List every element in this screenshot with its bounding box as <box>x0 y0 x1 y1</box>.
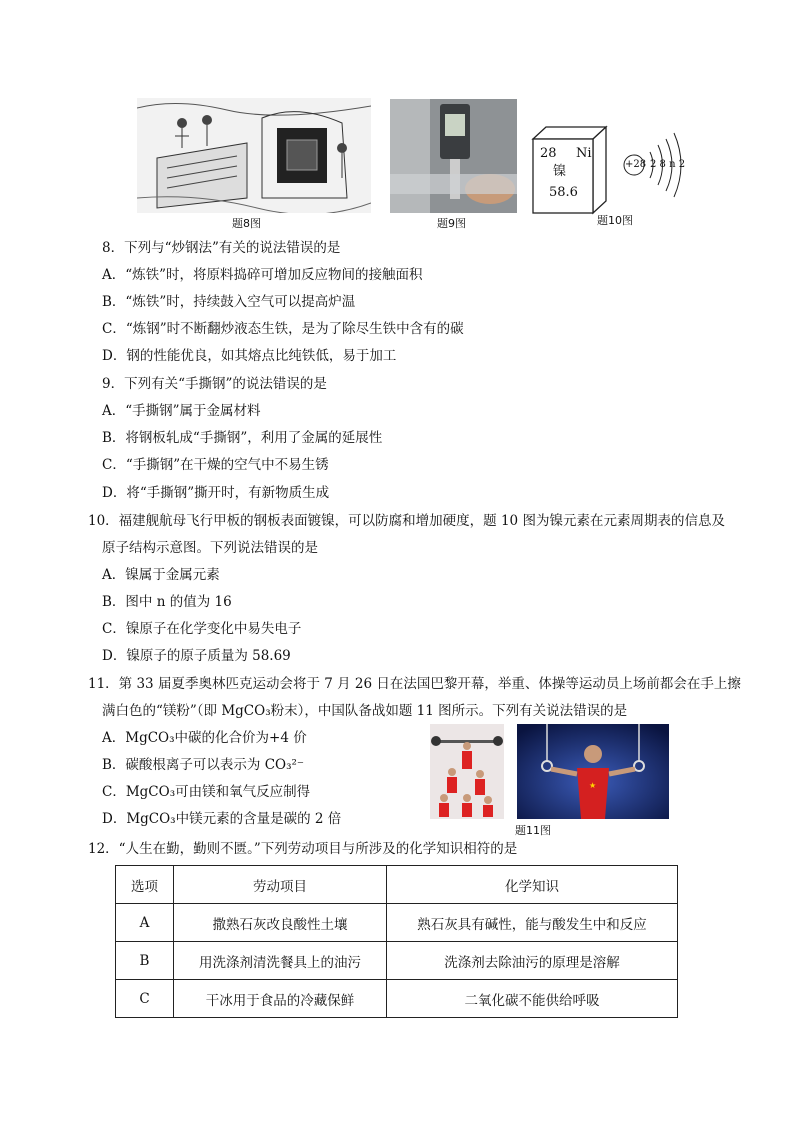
table-row <box>116 904 678 942</box>
q10-option-a: A．镍属于金属元素 <box>102 567 220 583</box>
q8-option-d: D．钢的性能优良，如其熔点比纯铁低，易于加工 <box>102 348 397 364</box>
fig10-caption: 题10图 <box>597 214 633 227</box>
fig8-caption: 题8图 <box>232 217 261 230</box>
q9-option-d: D．将“手撕钢”撕开时，有新物质生成 <box>102 485 330 501</box>
table-header: 劳动项目 <box>174 866 387 904</box>
atom-nucleus: +28 <box>625 159 647 170</box>
q9-stem: 9．下列有关“手撕钢”的说法错误的是 <box>102 376 327 392</box>
fig9-caption: 题9图 <box>437 217 466 230</box>
table-cell: B <box>116 942 174 980</box>
q10-option-b: B．图中 n 的值为 16 <box>102 594 232 610</box>
atom-shells: 2 8 n 2 <box>650 159 686 170</box>
weightlifting-team-photo <box>430 724 504 819</box>
table-cell: 二氧化碳不能供给呼吸 <box>387 980 678 1018</box>
table-cell: 用洗涤剂清洗餐具上的油污 <box>174 942 387 980</box>
q11-option-d: D．MgCO₃中镁元素的含量是碳的 2 倍 <box>102 811 342 827</box>
table-row <box>116 980 678 1018</box>
fig11-caption: 题11图 <box>515 824 551 837</box>
q10-option-d: D．镍原子的原子质量为 58.69 <box>102 648 291 664</box>
table-cell: 熟石灰具有碱性，能与酸发生中和反应 <box>387 904 678 942</box>
gymnast-rings-photo <box>517 724 669 819</box>
q12-stem: 12．“人生在勤，勤则不匮。”下列劳动项目与所涉及的化学知识相符的是 <box>88 841 518 857</box>
q11-stem-line2: 满白色的“镁粉”（即 MgCO₃粉末），中国队备战如题 11 图所示。下列有关说法错误的是 <box>102 703 628 719</box>
table-cell: 干冰用于食品的冷藏保鲜 <box>174 980 387 1018</box>
element-mass: 58.6 <box>549 185 578 200</box>
q10-option-c: C．镍原子在化学变化中易失电子 <box>102 621 302 637</box>
q11-stem-line1: 11．第 33 届夏季奥林匹克运动会将于 7 月 26 日在法国巴黎开幕，举重、体操等运动员上场前都会在手上擦 <box>88 676 741 692</box>
micrometer-photo <box>390 99 517 213</box>
q8-stem: 8．下列与“炒钢法”有关的说法错误的是 <box>102 240 341 256</box>
q8-option-c: C．“炼钢”时不断翻炒液态生铁，是为了除尽生铁中含有的碳 <box>102 321 464 337</box>
q11-option-c: C．MgCO₃可由镁和氧气反应制得 <box>102 784 311 800</box>
table-row <box>116 942 678 980</box>
q11-option-a: A．MgCO₃中碳的化合价为+4 价 <box>102 730 307 746</box>
q8-option-a: A．“炼铁”时，将原料捣碎可增加反应物间的接触面积 <box>102 267 423 283</box>
q9-option-c: C．“手撕钢”在干燥的空气中不易生锈 <box>102 457 329 473</box>
table-cell: 撒熟石灰改良酸性土壤 <box>174 904 387 942</box>
table-header-row <box>116 866 678 904</box>
element-name: 镍 <box>553 164 567 179</box>
q10-stem-line1: 10．福建舰航母飞行甲板的钢板表面镀镍，可以防腐和增加硬度，题 10 图为镍元素在元素周期表的信息及 <box>88 513 725 529</box>
labor-chemistry-table <box>115 865 678 1018</box>
q9-option-a: A．“手撕钢”属于金属材料 <box>102 403 261 419</box>
q11-option-b: B．碳酸根离子可以表示为 CO₃²⁻ <box>102 757 305 773</box>
table-cell: A <box>116 904 174 942</box>
woodcut-illustration <box>137 98 371 213</box>
q10-stem-line2: 原子结构示意图。下列说法错误的是 <box>102 540 318 556</box>
table-cell: 洗涤剂去除油污的原理是溶解 <box>387 942 678 980</box>
element-number: 28 <box>540 146 557 161</box>
table-header: 选项 <box>116 866 174 904</box>
element-symbol: Ni <box>576 146 592 161</box>
q8-option-b: B．“炼铁”时，持续鼓入空气可以提高炉温 <box>102 294 356 310</box>
table-cell: C <box>116 980 174 1018</box>
q9-option-b: B．将钢板轧成“手撕钢”，利用了金属的延展性 <box>102 430 383 446</box>
svg-text:★: ★ <box>589 781 597 790</box>
table-header: 化学知识 <box>387 866 678 904</box>
